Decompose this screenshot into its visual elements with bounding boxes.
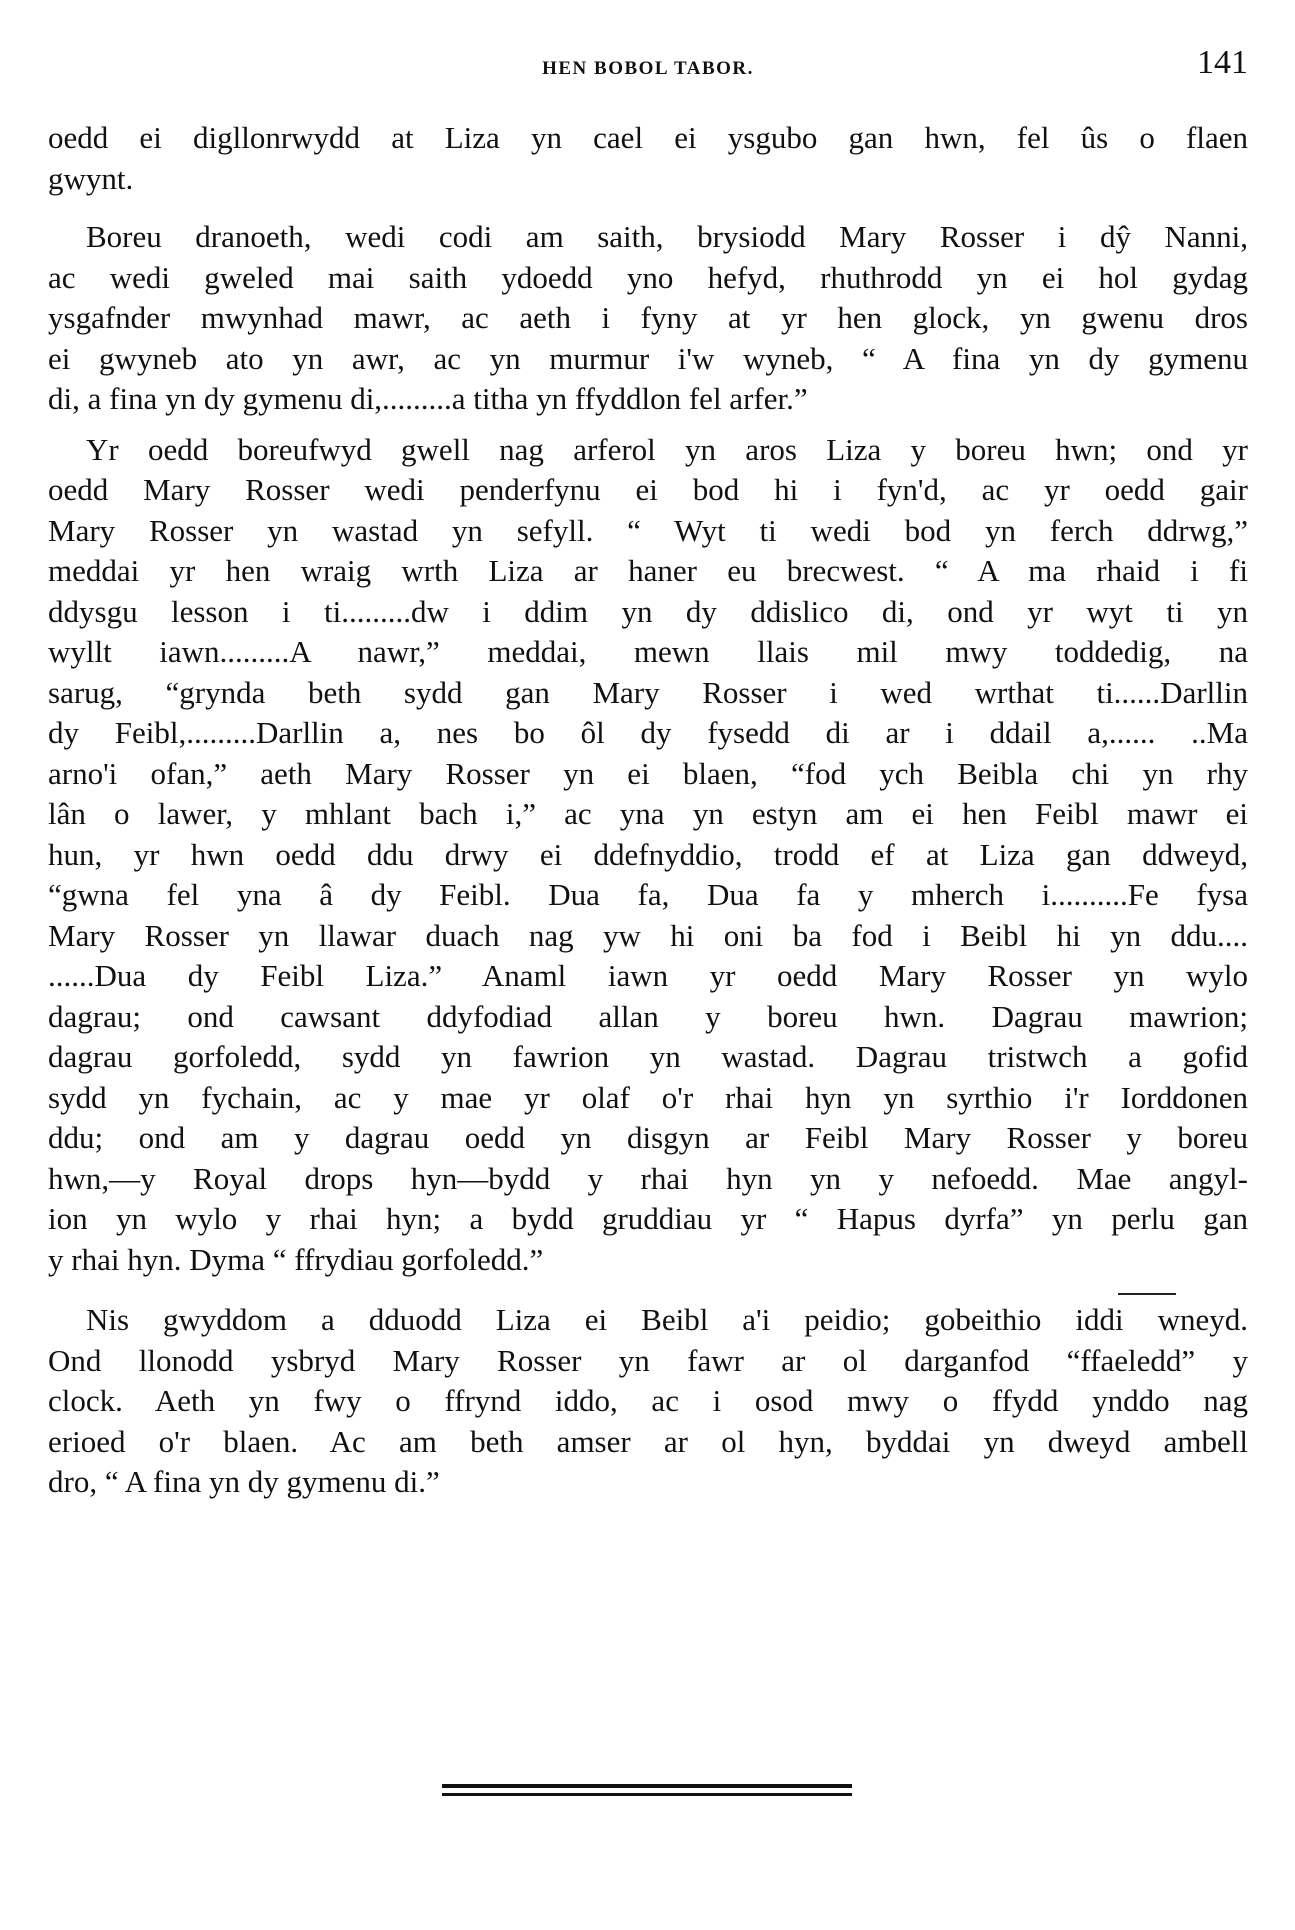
text-line: ddysgu lesson i ti.........dw i ddim yn dy ddislico di, ond yr wyt ti yn bbox=[48, 593, 1248, 629]
text-line: oedd ei digllonrwydd at Liza yn cael ei ysgubo gan hwn, fel ûs o flaen bbox=[48, 120, 1248, 155]
rule-line-thick bbox=[442, 1784, 852, 1788]
text-line: sydd yn fychain, ac y mae yr olaf o'r rhai hyn yn syrthio i'r Iorddonen bbox=[48, 1079, 1248, 1115]
text-line: dagrau gorfoledd, sydd yn fawrion yn wastad. Dagrau tristwch a gofid bbox=[48, 1039, 1248, 1074]
text-line: arno'i ofan,” aeth Mary Rosser yn ei blaen, “fod ych Beibla chi yn rhy bbox=[48, 755, 1248, 791]
text-line: wyllt iawn.........A nawr,” meddai, mewn llais mil mwy toddedig, na bbox=[48, 634, 1248, 669]
text-line: gwynt. bbox=[48, 160, 134, 196]
body-text bbox=[48, 118, 1248, 1503]
text-line: Ond llonodd ysbryd Mary Rosser yn fawr ar ol darganfod “ffaeledd” y bbox=[48, 1342, 1248, 1378]
text-line: Mary Rosser yn llawar duach nag yw hi oni ba fod i Beibl hi yn ddu.... bbox=[48, 917, 1248, 953]
text-line: Nis gwyddom a dduodd Liza ei Beibl a'i peidio; gobeithio iddi wneyd. bbox=[86, 1302, 1248, 1337]
text-line: ysgafnder mwynhad mawr, ac aeth i fyny at yr hen glock, yn gwenu dros bbox=[48, 300, 1248, 335]
text-line: “gwna fel yna â dy Feibl. Dua fa, Dua fa y mherch i..........Fe fysa bbox=[48, 877, 1248, 912]
text-line: meddai yr hen wraig wrth Liza ar haner eu brecwest. “ A ma rhaid i fi bbox=[48, 553, 1248, 588]
text-line: hun, yr hwn oedd ddu drwy ei ddefnyddio, trodd ef at Liza gan ddweyd, bbox=[48, 836, 1248, 872]
text-line: dagrau; ond cawsant ddyfodiad allan y boreu hwn. Dagrau mawrion; bbox=[48, 998, 1248, 1034]
running-title: HEN BOBOL TABOR. bbox=[542, 58, 754, 79]
text-line: dro, “ A fina yn dy gymenu di.” bbox=[48, 1464, 440, 1499]
print-smudge bbox=[1118, 1293, 1176, 1295]
text-line: sarug, “grynda beth sydd gan Mary Rosser i wed wrthat ti......Darllin bbox=[48, 674, 1248, 710]
paragraph-continuation bbox=[48, 118, 1248, 199]
paragraph-boreufwyd bbox=[48, 430, 1248, 1281]
text-line: clock. Aeth yn fwy o ffrynd iddo, ac i osod mwy o ffydd ynddo nag bbox=[48, 1383, 1248, 1418]
text-line: Boreu dranoeth, wedi codi am saith, brysiodd Mary Rosser i dŷ Nanni, bbox=[86, 219, 1248, 254]
text-line: ddu; ond am y dagrau oedd yn disgyn ar Feibl Mary Rosser y boreu bbox=[48, 1120, 1248, 1155]
paragraph-boreu-dranoeth bbox=[48, 217, 1248, 420]
end-rule bbox=[442, 1784, 852, 1800]
running-head bbox=[48, 44, 1248, 84]
text-line: y rhai hyn. Dyma “ ffrydiau gorfoledd.” bbox=[48, 1241, 544, 1277]
text-line: Mary Rosser yn wastad yn sefyll. “ Wyt ti wedi bod yn ferch ddrwg,” bbox=[48, 512, 1248, 548]
text-line: di, a fina yn dy gymenu di,.........a titha yn ffyddlon fel arfer.” bbox=[48, 381, 808, 416]
text-line: hwn,—y Royal drops hyn—bydd y rhai hyn yn y nefoedd. Mae angyl- bbox=[48, 1160, 1248, 1196]
text-line: ......Dua dy Feibl Liza.” Anaml iawn yr oedd Mary Rosser yn wylo bbox=[48, 958, 1248, 993]
rule-line-thin bbox=[442, 1793, 852, 1796]
paragraph-nis-gwyddom bbox=[48, 1300, 1248, 1503]
text-line: ac wedi gweled mai saith ydoedd yno hefyd, rhuthrodd yn ei hol gydag bbox=[48, 259, 1248, 295]
text-line: erioed o'r blaen. Ac am beth amser ar ol hyn, byddai yn dweyd ambell bbox=[48, 1423, 1248, 1459]
text-line: ion yn wylo y rhai hyn; a bydd gruddiau yr “ Hapus dyrfa” yn perlu gan bbox=[48, 1201, 1248, 1236]
text-line: Yr oedd boreufwyd gwell nag arferol yn aros Liza y boreu hwn; ond yr bbox=[86, 431, 1248, 467]
text-line: lân o lawer, y mhlant bach i,” ac yna yn estyn am ei hen Feibl mawr ei bbox=[48, 796, 1248, 831]
text-line: dy Feibl,.........Darllin a, nes bo ôl dy fysedd di ar i ddail a,...... ..Ma bbox=[48, 715, 1248, 750]
page-number: 141 bbox=[1197, 44, 1248, 81]
text-line: ei gwyneb ato yn awr, ac yn murmur i'w wyneb, “ A fina yn dy gymenu bbox=[48, 340, 1248, 376]
text-line: oedd Mary Rosser wedi penderfynu ei bod hi i fyn'd, ac yr oedd gair bbox=[48, 472, 1248, 507]
